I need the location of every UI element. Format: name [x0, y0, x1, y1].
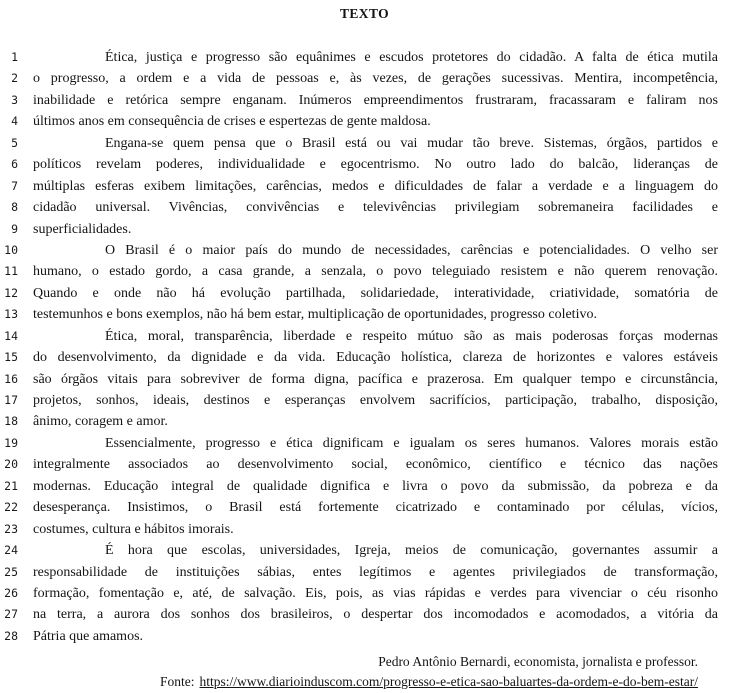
- line-text: Ética, moral, transparência, liberdade e respeito mútuo são as mais poderosas forças modernas: [105, 328, 718, 344]
- line-number: 4: [11, 114, 18, 129]
- line-text: inabilidade e retórica sempre enganam. Inúmeros empreendimentos frustraram, fracassaram e faliram nos: [33, 92, 718, 108]
- text-line: [0, 304, 729, 325]
- text-line: [0, 347, 729, 368]
- source-link[interactable]: https://www.diarioinduscom.com/progresso-e-etica-sao-baluartes-da-ordem-e-do-bem-estar/: [199, 673, 698, 689]
- line-text: responsabilidade de instituições sábias, entes legítimos e agentes privilegiados de transformação,: [33, 564, 718, 580]
- line-text: Ética, justiça e progresso são equânimes e escudos protetores do cidadão. A falta de ética mutila: [105, 50, 718, 65]
- line-number: 16: [4, 371, 18, 386]
- line-text: são órgãos vitais para sobreviver de forma digna, pacífica e prazerosa. Em qualquer tempo e circunstância,: [33, 371, 718, 387]
- line-text: Pátria que amamos.: [33, 628, 144, 644]
- line-number: 17: [4, 393, 18, 407]
- text-line: [0, 411, 729, 432]
- line-text: políticos revelam poderes, individualidade e egocentrismo. No outro lado do balcão, lideranças de: [33, 157, 718, 173]
- text-line: [0, 540, 729, 561]
- line-text: múltiplas esferas exibem limitações, carências, medos e dificuldades de falar a verdade e a linguagem do: [33, 178, 718, 194]
- text-line: [0, 240, 729, 261]
- page-title: TEXTO: [339, 6, 390, 21]
- text-line: [0, 390, 729, 411]
- line-text: Engana-se quem pensa que o Brasil está ou vai mudar tão breve. Sistemas, órgãos, partidos e: [105, 135, 718, 151]
- line-number: 1: [11, 50, 18, 64]
- text-line: [0, 111, 729, 132]
- line-number: 25: [4, 564, 18, 579]
- text-line: [0, 454, 729, 475]
- line-number: 14: [4, 328, 18, 343]
- line-number: 12: [4, 285, 18, 300]
- text-line: [0, 604, 729, 625]
- line-text: integralmente associados ao desenvolvimento social, econômico, científico e técnico das nações: [33, 457, 718, 473]
- line-number: 9: [11, 221, 18, 236]
- line-text: formação, fomentação e, até, de salvação. Eis, pois, as vias rápidas e verdes para vivenciar o céu risonho: [33, 585, 718, 601]
- text-line: [0, 219, 729, 240]
- line-number: 24: [4, 543, 18, 558]
- text-line: [0, 497, 729, 518]
- line-text: costumes, cultura e hábitos imorais.: [33, 521, 234, 537]
- text-line: [0, 90, 729, 111]
- line-text: testemunhos e bons exemplos, não há bem estar, multiplicação de oportunidades, progresso coletivo.: [33, 307, 597, 323]
- source-label: Fonte:: [160, 673, 195, 689]
- author-line: Pedro Antônio Bernardi, economista, jornalista e professor.: [378, 654, 698, 670]
- text-line: [0, 197, 729, 218]
- text-line: [0, 68, 729, 89]
- line-text: Essencialmente, progresso e ética dignificam e igualam os seres humanos. Valores morais estão: [105, 435, 718, 451]
- line-number: 7: [11, 178, 18, 193]
- line-text: projetos, sonhos, ideais, destinos e esperanças envolvem sacrifícios, participação, trabalho, disposição,: [33, 393, 718, 408]
- text-line: [0, 154, 729, 175]
- line-number: 18: [4, 414, 18, 429]
- line-number: 8: [11, 200, 18, 215]
- text-body: [0, 47, 729, 647]
- line-number: 20: [4, 457, 18, 472]
- line-number: 10: [4, 242, 18, 257]
- text-line: [0, 583, 729, 604]
- line-number: 26: [4, 585, 18, 600]
- line-text: do desenvolvimento, da dignidade e da vida. Educação holística, clareza de horizontes e valores estáveis: [33, 350, 718, 366]
- text-line: [0, 433, 729, 454]
- text-line: [0, 326, 729, 347]
- line-number: 19: [4, 435, 18, 450]
- line-text: O Brasil é o maior país do mundo de necessidades, carências e potencialidades. O velho ser: [105, 242, 718, 258]
- text-line: [0, 519, 729, 540]
- line-number: 5: [11, 135, 18, 150]
- text-line: [0, 562, 729, 583]
- line-text: humano, o estado gordo, a casa grande, a senzala, o povo teleguiado resistem e não querem renovação.: [33, 264, 718, 280]
- line-number: 15: [4, 350, 18, 365]
- text-line: [0, 176, 729, 197]
- line-number: 28: [4, 628, 18, 643]
- line-text: o progresso, a ordem e a vida de pessoas e, às vezes, de gerações sucessivas. Mentira, incompetência,: [33, 71, 718, 87]
- text-line: [0, 261, 729, 282]
- credits: [0, 652, 729, 691]
- text-line: [0, 283, 729, 304]
- line-number: 3: [11, 92, 18, 107]
- line-number: 27: [4, 607, 18, 622]
- line-text: Quando e onde não há evolução partilhada, solidariedade, interatividade, criatividade, somatória de: [33, 285, 718, 301]
- line-text: cidadão universal. Vivências, convivências e televivências privilegiam sobremaneira facilidades e: [33, 200, 718, 216]
- line-number: 23: [4, 521, 18, 536]
- line-text: É hora que escolas, universidades, Igreja, meios de comunicação, governantes assumir a: [105, 543, 718, 559]
- line-number: 13: [4, 307, 18, 322]
- line-text: desesperança. Insistimos, o Brasil está fortemente cicatrizado e contaminado por células, vícios,: [33, 500, 718, 516]
- line-text: superficialidades.: [33, 221, 132, 237]
- line-text: ânimo, coragem e amor.: [33, 414, 168, 430]
- text-line: [0, 626, 729, 647]
- line-text: últimos anos em consequência de crises e espertezas de gente maldosa.: [33, 114, 431, 130]
- line-text: modernas. Educação integral de qualidade dignifica e livra o povo da submissão, da pobreza e da: [33, 478, 718, 494]
- line-number: 11: [4, 264, 18, 279]
- line-number: 6: [11, 157, 18, 172]
- line-number: 2: [11, 71, 18, 86]
- line-text: na terra, a aurora dos sonhos dos brasileiros, o despertar dos incomodados e acomodados, a vitória da: [33, 607, 718, 623]
- text-line: [0, 47, 729, 68]
- source-line: [0, 672, 698, 692]
- text-line: [0, 476, 729, 497]
- text-line: [0, 133, 729, 154]
- text-line: [0, 369, 729, 390]
- line-number: 21: [4, 478, 18, 493]
- line-number: 22: [4, 500, 18, 515]
